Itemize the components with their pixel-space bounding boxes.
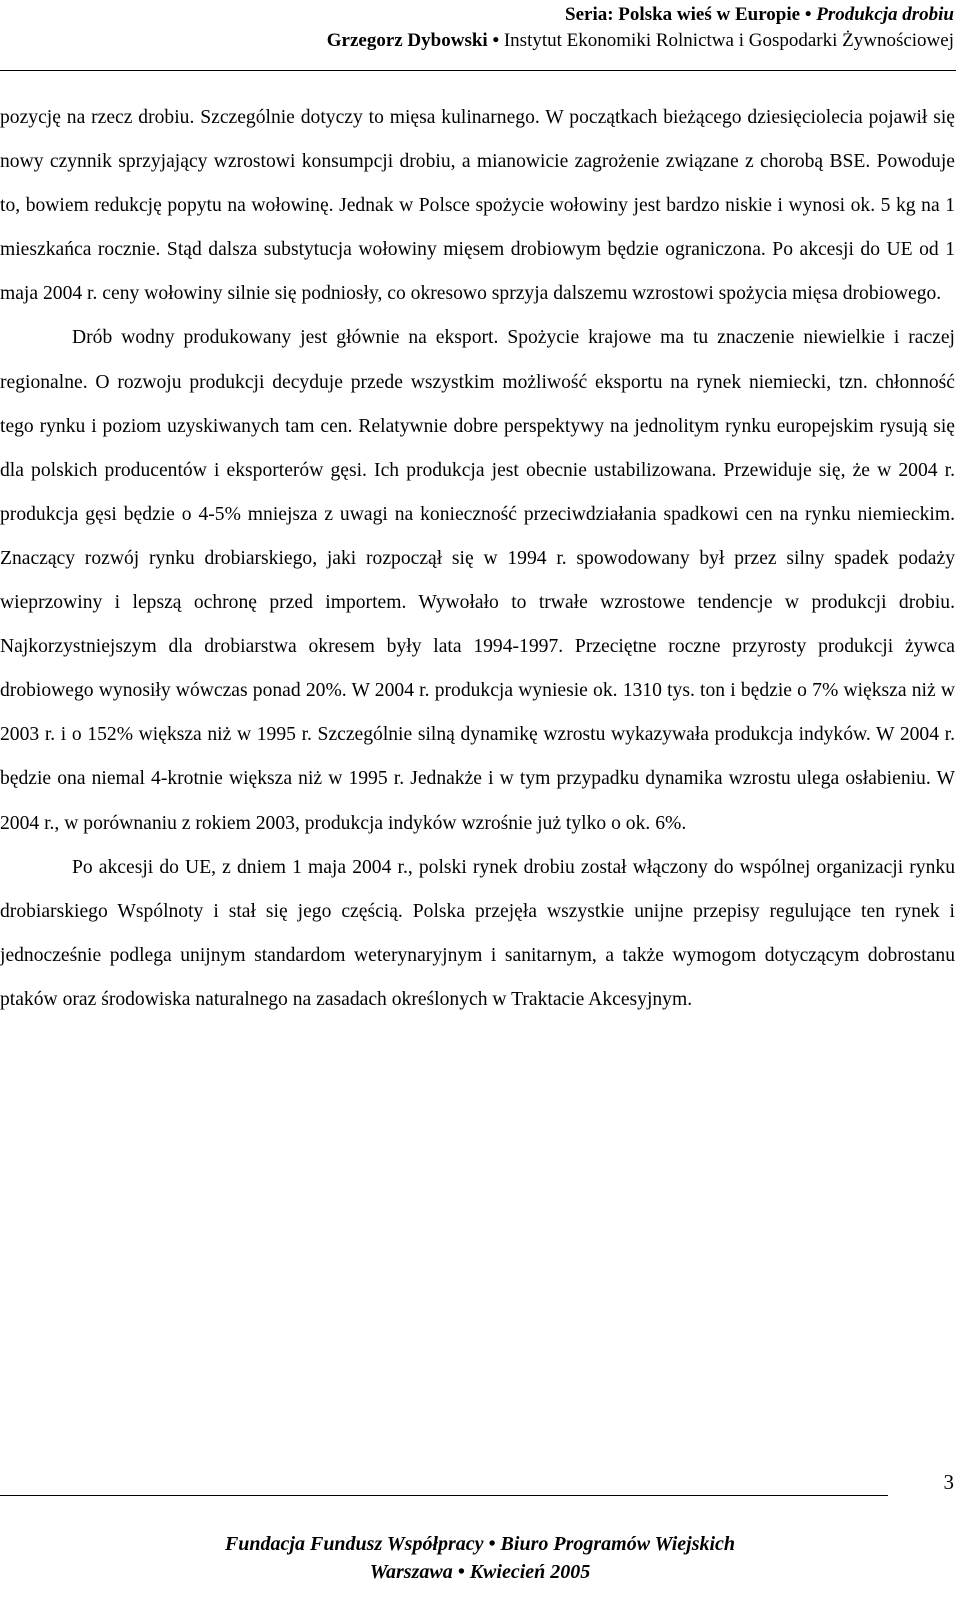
running-footer bbox=[0, 1530, 960, 1586]
header-author-line bbox=[327, 28, 954, 54]
footer-organization: Fundacja Fundusz Współpracy • Biuro Programów Wiejskich bbox=[224, 1533, 736, 1555]
bullet-separator: • bbox=[492, 30, 500, 51]
bullet-separator: • bbox=[804, 4, 812, 25]
header-divider bbox=[0, 70, 956, 71]
author-name: Grzegorz Dybowski bbox=[326, 30, 488, 51]
page-number: 3 bbox=[943, 1470, 954, 1494]
paragraph-2: Drób wodny produkowany jest głównie na eksport. Spożycie krajowe ma tu znaczenie niewielkie i raczej regionalne. O rozwoju produkcji decyduje przede wszystkim możliwość eksportu na rynek niemiecki, tzn. chłonność tego rynku i poziom uzyskiwanych tam cen. Relatywnie dobre perspektywy na jednolitym rynku europejskim rysują się dla polskich producentów i eksporterów gęsi. Ich produkcja jest obecnie ustabilizowana. Przewiduje się, że w 2004 r. produkcja gęsi będzie o 4-5% mniejsza z uwagi na konieczność przeciwdziałania spadkowi cen na rynku niemieckim. Znaczący rozwój rynku drobiarskiego, jaki rozpoczął się w 1994 r. spowodowany był przez silny spadek podaży wieprzowiny i lepszą ochronę przed importem. Wywołało to trwałe wzrostowe tendencje w produkcji drobiu. Najkorzystniejszym dla drobiarstwa okresem były lata 1994-1997. Przeciętne roczne przyrosty produkcji żywca drobiowego wynosiły wówczas ponad 20%. W 2004 r. produkcja wyniesie ok. 1310 tys. ton i będzie o 7% większa niż w 2003 r. i o 152% większa niż w 1995 r. Szczególnie silną dynamikę wzrostu wykazywała produkcja indyków. W 2004 r. będzie ona niemal 4-krotnie większa niż w 1995 r. Jednakże i w tym przypadku dynamika wzrostu ulega osłabieniu. W 2004 r., w porównaniu z rokiem 2003, produkcja indyków wzrośnie już tylko o ok. 6%. bbox=[0, 327, 955, 834]
paragraph-3: Po akcesji do UE, z dniem 1 maja 2004 r., polski rynek drobiu został włączony do wspólnej organizacji rynku drobiarskiego Wspólnoty i stał się jego częścią. Polska przejęła wszystkie unijne przepisy regulujące ten rynek i jednocześnie podlega unijnym standardom weterynaryjnym i sanitarnym, a także wymogom dotyczącym dobrostanu ptaków oraz środowiska naturalnego na zasadach określonych w Traktacie Akcesyjnym. bbox=[0, 856, 955, 1010]
footer-divider bbox=[0, 1495, 888, 1496]
series-title: Produkcja drobiu bbox=[816, 4, 954, 25]
document-body bbox=[0, 96, 955, 1022]
header-series-line bbox=[327, 2, 954, 28]
institute-name: Instytut Ekonomiki Rolnictwa i Gospodarki Żywnościowej bbox=[503, 30, 954, 51]
running-header bbox=[327, 2, 954, 54]
series-prefix: Seria: Polska wieś w Europie bbox=[565, 4, 801, 25]
footer-place-date: Warszawa • Kwiecień 2005 bbox=[369, 1561, 591, 1583]
paragraph-1: pozycję na rzecz drobiu. Szczególnie dotyczy to mięsa kulinarnego. W początkach bieżącego dziesięciolecia pojawił się nowy czynnik sprzyjający wzrostowi konsumpcji drobiu, a mianowicie zagrożenie związane z chorobą BSE. Powoduje to, bowiem redukcję popytu na wołowinę. Jednak w Polsce spożycie wołowiny jest bardzo niskie i wynosi ok. 5 kg na 1 mieszkańca rocznie. Stąd dalsza substytucja wołowiny mięsem drobiowym będzie ograniczona. Po akcesji do UE od 1 maja 2004 r. ceny wołowiny silnie się podniosły, co okresowo sprzyja dalszemu wzrostowi spożycia mięsa drobiowego. bbox=[0, 107, 955, 305]
